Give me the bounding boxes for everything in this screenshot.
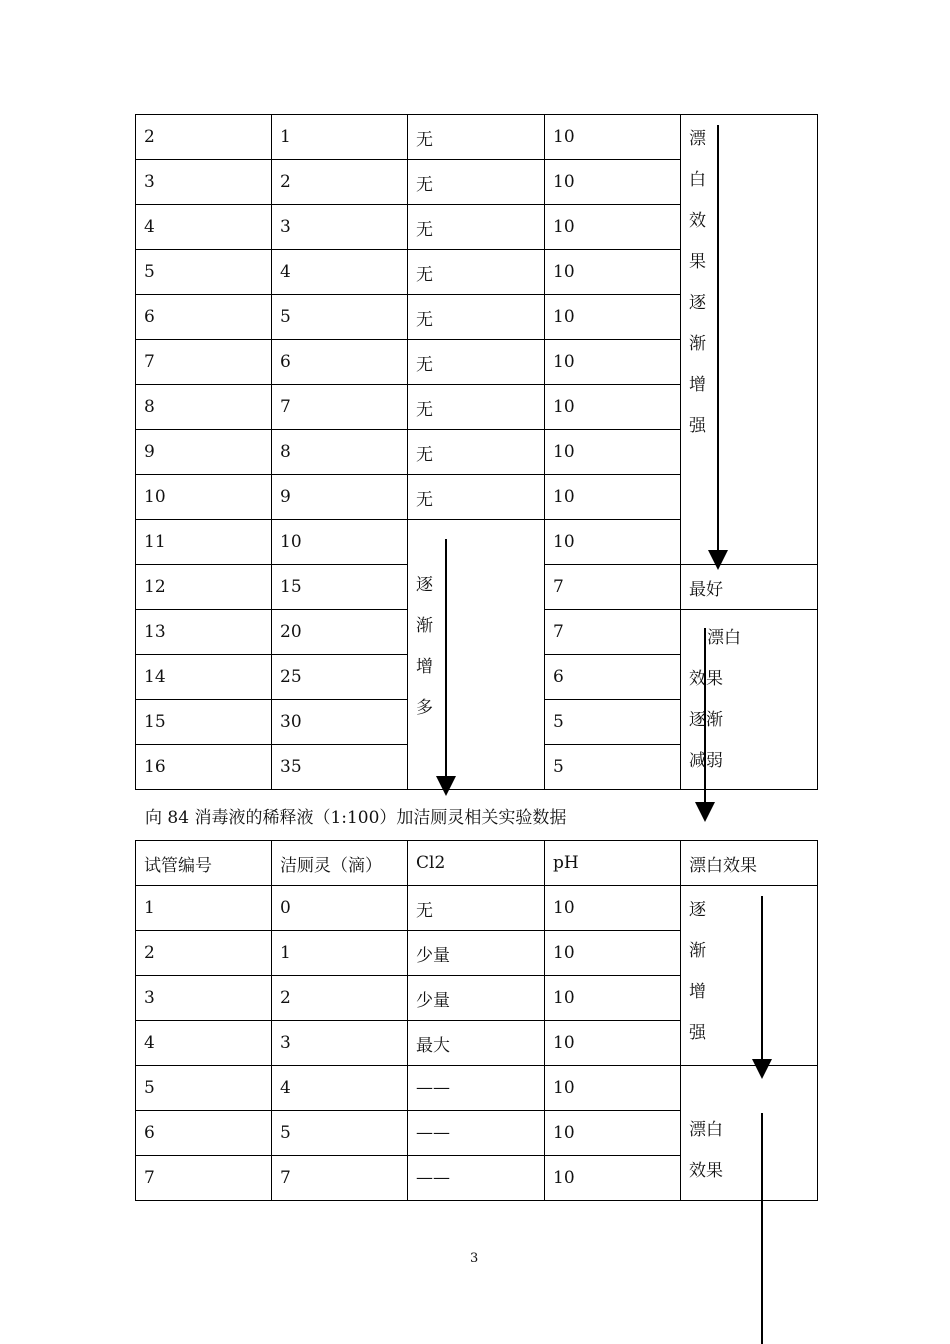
cl2-cell: 无 <box>408 115 545 160</box>
ph-cell: 5 <box>545 700 681 745</box>
cl2-trend-cell <box>408 520 545 790</box>
trend-char: 增 <box>416 657 433 677</box>
column-header: pH <box>545 841 681 886</box>
ph-cell: 10 <box>545 1021 681 1066</box>
tube-number-cell: 15 <box>136 700 272 745</box>
tube-number-cell: 13 <box>136 610 272 655</box>
ph-cell: 10 <box>545 886 681 931</box>
tube-number-cell: 5 <box>136 1066 272 1111</box>
effect-line: 效果 <box>689 669 723 689</box>
tube-number-cell: 2 <box>136 115 272 160</box>
cl2-cell: 最大 <box>408 1021 545 1066</box>
drops-cell: 7 <box>272 385 408 430</box>
effect-line: 效果 <box>689 1161 723 1181</box>
drops-cell: 20 <box>272 610 408 655</box>
effect-char: 效 <box>689 211 706 231</box>
tube-number-cell: 6 <box>136 295 272 340</box>
drops-cell: 30 <box>272 700 408 745</box>
effect-char: 白 <box>689 170 706 190</box>
cl2-cell: 无 <box>408 340 545 385</box>
tube-number-cell: 6 <box>136 1111 272 1156</box>
cl2-cell: 无 <box>408 160 545 205</box>
table-row <box>136 115 818 160</box>
drops-cell: 5 <box>272 295 408 340</box>
column-header: 漂白效果 <box>681 841 818 886</box>
ph-cell: 7 <box>545 565 681 610</box>
effect-char: 渐 <box>689 334 706 354</box>
drops-cell: 25 <box>272 655 408 700</box>
drops-cell: 2 <box>272 976 408 1021</box>
experiment-table-1 <box>135 114 818 790</box>
ph-cell: 10 <box>545 340 681 385</box>
effect-char: 渐 <box>689 941 706 961</box>
table-caption: 向 84 消毒液的稀释液（1:100）加洁厕灵相关实验数据 <box>145 808 567 828</box>
effect-increase-cell <box>681 886 818 1066</box>
ph-cell: 10 <box>545 976 681 1021</box>
effect-line: 逐渐 <box>689 710 723 730</box>
drops-cell: 8 <box>272 430 408 475</box>
tube-number-cell: 3 <box>136 160 272 205</box>
drops-cell: 5 <box>272 1111 408 1156</box>
experiment-table-2 <box>135 840 818 1201</box>
tube-number-cell: 3 <box>136 976 272 1021</box>
cl2-cell: 无 <box>408 475 545 520</box>
drops-cell: 6 <box>272 340 408 385</box>
trend-char: 逐 <box>416 575 433 595</box>
effect-line: 减弱 <box>689 751 723 771</box>
trend-char: 多 <box>416 698 433 718</box>
tube-number-cell: 7 <box>136 340 272 385</box>
cl2-cell: —— <box>408 1066 545 1111</box>
drops-cell: 3 <box>272 1021 408 1066</box>
drops-cell: 35 <box>272 745 408 790</box>
trend-char: 渐 <box>416 616 433 636</box>
ph-cell: 5 <box>545 745 681 790</box>
ph-cell: 6 <box>545 655 681 700</box>
tube-number-cell: 4 <box>136 205 272 250</box>
tube-number-cell: 1 <box>136 886 272 931</box>
table-row <box>136 886 818 931</box>
ph-cell: 10 <box>545 475 681 520</box>
ph-cell: 10 <box>545 160 681 205</box>
ph-cell: 10 <box>545 1156 681 1201</box>
effect-best-cell: 最好 <box>681 565 818 610</box>
tube-number-cell: 11 <box>136 520 272 565</box>
ph-cell: 10 <box>545 250 681 295</box>
tube-number-cell: 7 <box>136 1156 272 1201</box>
drops-cell: 3 <box>272 205 408 250</box>
tube-number-cell: 12 <box>136 565 272 610</box>
tube-number-cell: 10 <box>136 475 272 520</box>
effect-decrease-cell <box>681 610 818 790</box>
tube-number-cell: 5 <box>136 250 272 295</box>
ph-cell: 10 <box>545 385 681 430</box>
ph-cell: 10 <box>545 1066 681 1111</box>
effect-line: 漂白 <box>707 628 741 648</box>
column-header: 试管编号 <box>136 841 272 886</box>
ph-cell: 10 <box>545 205 681 250</box>
effect-char: 增 <box>689 982 706 1002</box>
cl2-cell: 无 <box>408 295 545 340</box>
effect-char: 增 <box>689 375 706 395</box>
tube-number-cell: 8 <box>136 385 272 430</box>
effect-char: 逐 <box>689 900 706 920</box>
drops-cell: 7 <box>272 1156 408 1201</box>
drops-cell: 4 <box>272 250 408 295</box>
tube-number-cell: 2 <box>136 931 272 976</box>
drops-cell: 10 <box>272 520 408 565</box>
cl2-cell: 少量 <box>408 931 545 976</box>
drops-cell: 15 <box>272 565 408 610</box>
drops-cell: 4 <box>272 1066 408 1111</box>
effect-bottom-cell <box>681 1066 818 1201</box>
page-number: 3 <box>470 1251 479 1266</box>
ph-cell: 10 <box>545 931 681 976</box>
drops-cell: 2 <box>272 160 408 205</box>
effect-char: 强 <box>689 416 706 436</box>
cl2-cell: —— <box>408 1111 545 1156</box>
effect-char: 果 <box>689 252 706 272</box>
tube-number-cell: 9 <box>136 430 272 475</box>
effect-char: 漂 <box>689 129 706 149</box>
cl2-cell: 无 <box>408 250 545 295</box>
column-header: Cl2 <box>408 841 545 886</box>
effect-char: 逐 <box>689 293 706 313</box>
drops-cell: 1 <box>272 931 408 976</box>
cl2-cell: 无 <box>408 205 545 250</box>
table-row <box>136 1066 818 1111</box>
effect-char: 强 <box>689 1023 706 1043</box>
column-header: 洁厕灵（滴） <box>272 841 408 886</box>
cl2-cell: —— <box>408 1156 545 1201</box>
cl2-cell: 无 <box>408 385 545 430</box>
cl2-cell: 无 <box>408 886 545 931</box>
ph-cell: 10 <box>545 1111 681 1156</box>
drops-cell: 0 <box>272 886 408 931</box>
ph-cell: 10 <box>545 295 681 340</box>
cl2-cell: 少量 <box>408 976 545 1021</box>
tube-number-cell: 4 <box>136 1021 272 1066</box>
header-row <box>136 841 818 886</box>
tube-number-cell: 14 <box>136 655 272 700</box>
ph-cell: 7 <box>545 610 681 655</box>
tube-number-cell: 16 <box>136 745 272 790</box>
drops-cell: 1 <box>272 115 408 160</box>
drops-cell: 9 <box>272 475 408 520</box>
effect-line: 漂白 <box>689 1120 723 1140</box>
ph-cell: 10 <box>545 520 681 565</box>
effect-increase-cell <box>681 115 818 565</box>
cl2-cell: 无 <box>408 430 545 475</box>
ph-cell: 10 <box>545 430 681 475</box>
ph-cell: 10 <box>545 115 681 160</box>
